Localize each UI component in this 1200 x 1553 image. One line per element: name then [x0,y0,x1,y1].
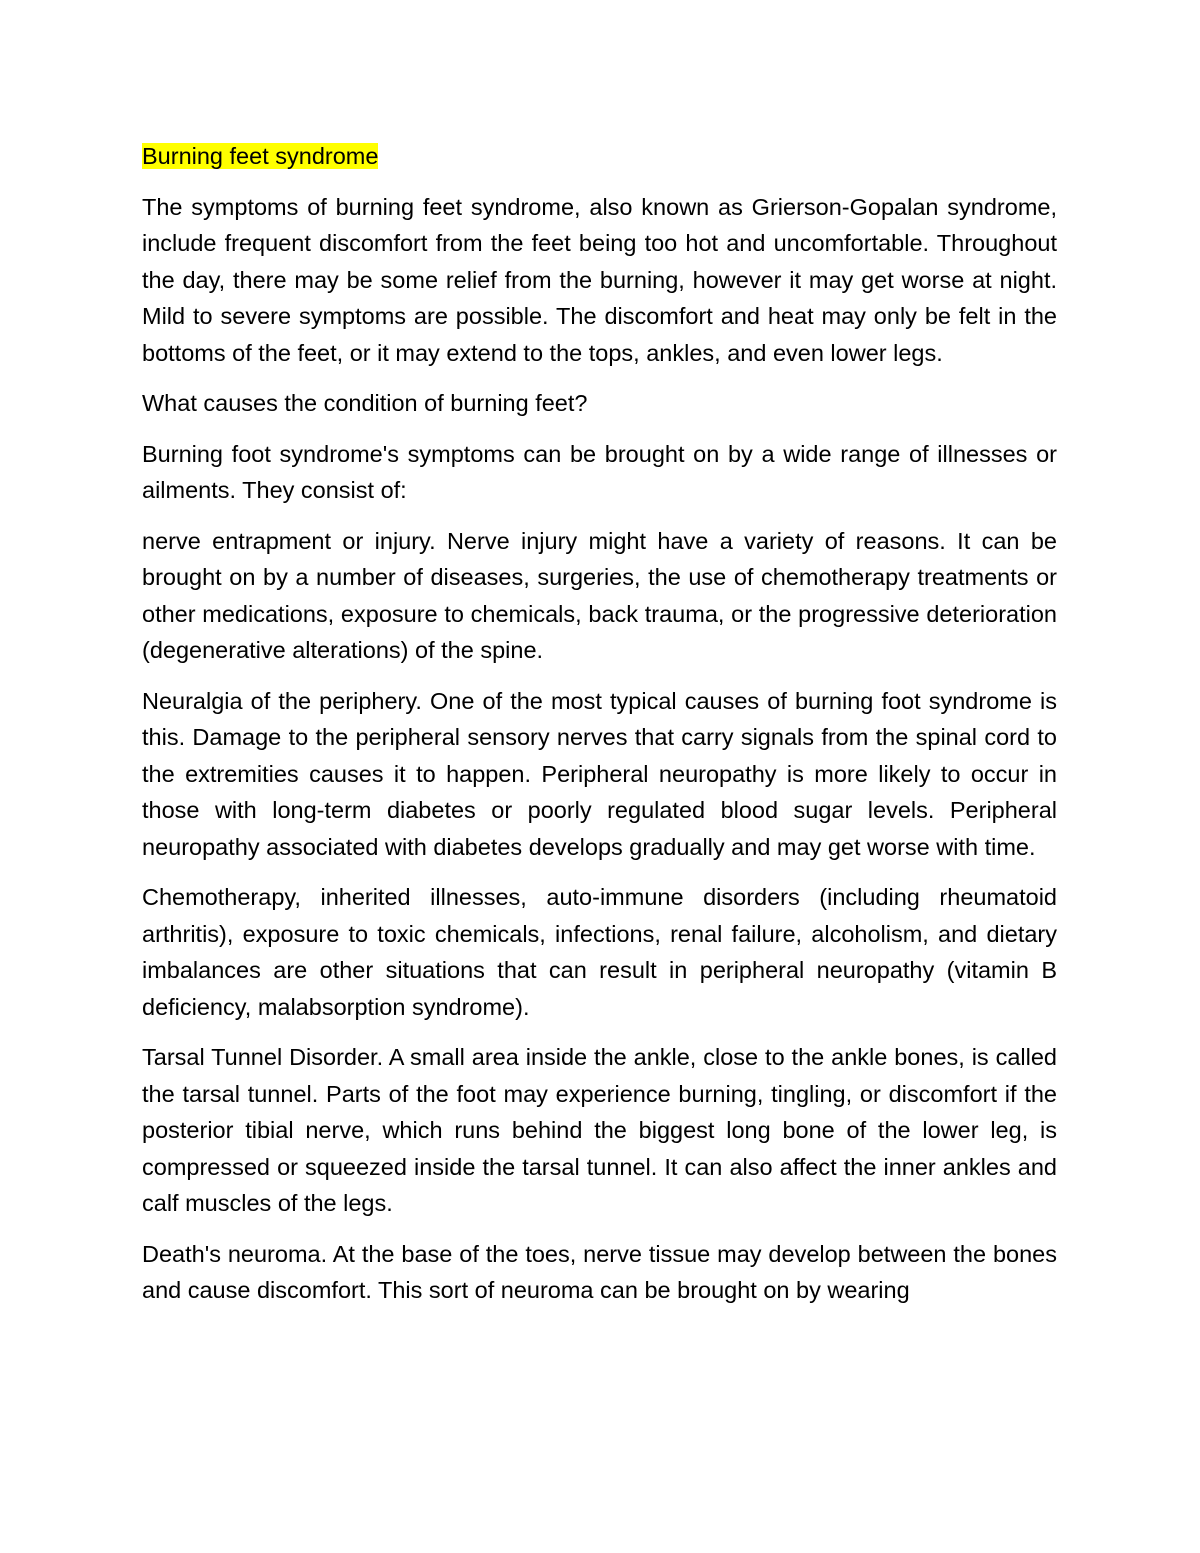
paragraph-causes-question: What causes the condition of burning feet? [142,390,588,416]
paragraph-other-causes: Chemotherapy, inherited illnesses, auto-immune disorders (including rheumatoid arthritis), exposure to toxic chemicals, infections, renal failure, alcoholism, and dietary imbalances are other situations that can result in peripheral neuropathy (vitamin B deficiency, malabsorption syndrome). [142,884,1057,1020]
paragraph-symptoms: The symptoms of burning feet syndrome, also known as Grierson-Gopalan syndrome, include frequent discomfort from the feet being too hot and uncomfortable. Throughout the day, there may be some relief from the burning, however it may get worse at night. Mild to severe symptoms are possible. The discomfort and heat may only be felt in the bottoms of the feet, or it may extend to the tops, ankles, and even lower legs. [142,193,1057,366]
paragraph-nerve-entrapment: nerve entrapment or injury. Nerve injury might have a variety of reasons. It can be brought on by a number of diseases, surgeries, the use of chemotherapy treatments or other medications, exposure to chemicals, back trauma, or the progressive deterioration (degenerative alterations) of the spine. [142,527,1057,663]
paragraph-tarsal-tunnel: Tarsal Tunnel Disorder. A small area inside the ankle, close to the ankle bones, is called the tarsal tunnel. Parts of the foot may experience burning, tingling, or discomfort if the posterior tibial nerve, which runs behind the biggest long bone of the lower leg, is compressed or squeezed inside the tarsal tunnel. It can also affect the inner ankles and calf muscles of the legs. [142,1044,1057,1216]
paragraph-causes-intro: Burning foot syndrome's symptoms can be brought on by a wide range of illnesses or ailments. They consist of: [142,440,1057,503]
paragraph-peripheral-neuralgia: Neuralgia of the periphery. One of the most typical causes of burning foot syndrome is this. Damage to the peripheral sensory nerves that carry signals from the spinal cord to the extremities causes it to happen. Peripheral neuropathy is more likely to occur in those with long-term diabetes or poorly regulated blood sugar levels. Peripheral neuropathy associated with diabetes develops gradually and may get worse with time. [142,687,1057,860]
document-title [142,138,1057,175]
title-highlight: Burning feet syndrome [142,143,379,169]
document-page [142,138,1057,1323]
paragraph-neuroma: Death's neuroma. At the base of the toes, nerve tissue may develop between the bones and cause discomfort. This sort of neuroma can be brought on by wearing [142,1240,1057,1303]
